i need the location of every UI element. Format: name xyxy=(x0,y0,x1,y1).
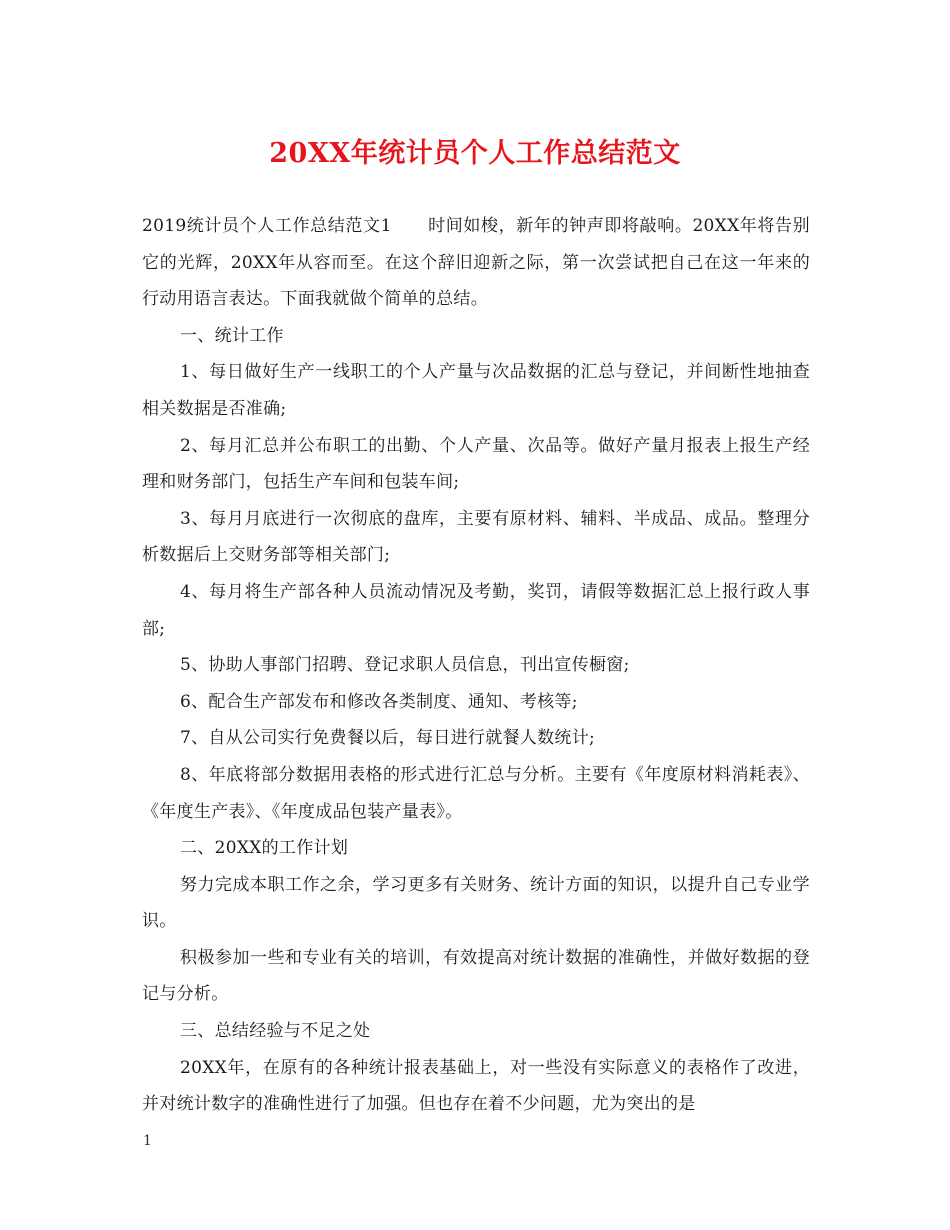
section-heading-statistics: 一、统计工作 xyxy=(180,325,284,346)
list-item: 3、每月月底进行一次彻底的盘库，主要有原材料、辅料、半成品、成品。整理分析数据后上交财务部等相关部门; xyxy=(142,508,810,566)
list-item: 5、协助人事部门招聘、登记求职人员信息，刊出宣传橱窗; xyxy=(180,655,630,676)
list-item: 6、配合生产部发布和修改各类制度、通知、考核等; xyxy=(180,691,578,712)
list-item: 4、每月将生产部各种人员流动情况及考勤，奖罚，请假等数据汇总上报行政人事部; xyxy=(142,581,810,639)
intro-paragraph xyxy=(142,208,810,318)
list-item: 2、每月汇总并公布职工的出勤、个人产量、次品等。做好产量月报表上报生产经理和财务部门，包括生产车间和包装车间; xyxy=(142,435,810,493)
list-item: 1、每日做好生产一线职工的个人产量与次品数据的汇总与登记，并间断性地抽查相关数据是否准确; xyxy=(142,362,810,419)
intro-label: 2019统计员个人工作总结范文1 xyxy=(142,216,392,236)
page-number: 1 xyxy=(143,1133,152,1149)
body-paragraph: 20XX年，在原有的各种统计报表基础上，对一些没有实际意义的表格作了改进，并对统计数字的准确性进行了加强。但也存在着不少问题，尤为突出的是 xyxy=(142,1057,810,1115)
document-title: 20XX年统计员个人工作总结范文 xyxy=(269,138,681,169)
intro-text: 时间如梭，新年的钟声即将敲响。20XX年将告别它的光辉，20XX年从容而至。在这个辞旧迎新之际，第一次尝试把自己在这一年来的行动用语言表达。下面我就做个简单的总结。 xyxy=(142,216,810,310)
section-heading-plan: 二、20XX的工作计划 xyxy=(180,838,349,859)
document-body xyxy=(142,208,810,1123)
body-paragraph: 努力完成本职工作之余，学习更多有关财务、统计方面的知识，以提升自己专业学识。 xyxy=(142,874,810,932)
list-item: 8、年底将部分数据用表格的形式进行汇总与分析。主要有《年度原材料消耗表》、《年度生产表》、《年度成品包装产量表》。 xyxy=(142,764,810,822)
section-heading-summary: 三、总结经验与不足之处 xyxy=(180,1021,371,1042)
list-item: 7、自从公司实行免费餐以后，每日进行就餐人数统计; xyxy=(180,728,596,749)
body-paragraph: 积极参加一些和专业有关的培训，有效提高对统计数据的准确性，并做好数据的登记与分析。 xyxy=(142,947,810,1005)
